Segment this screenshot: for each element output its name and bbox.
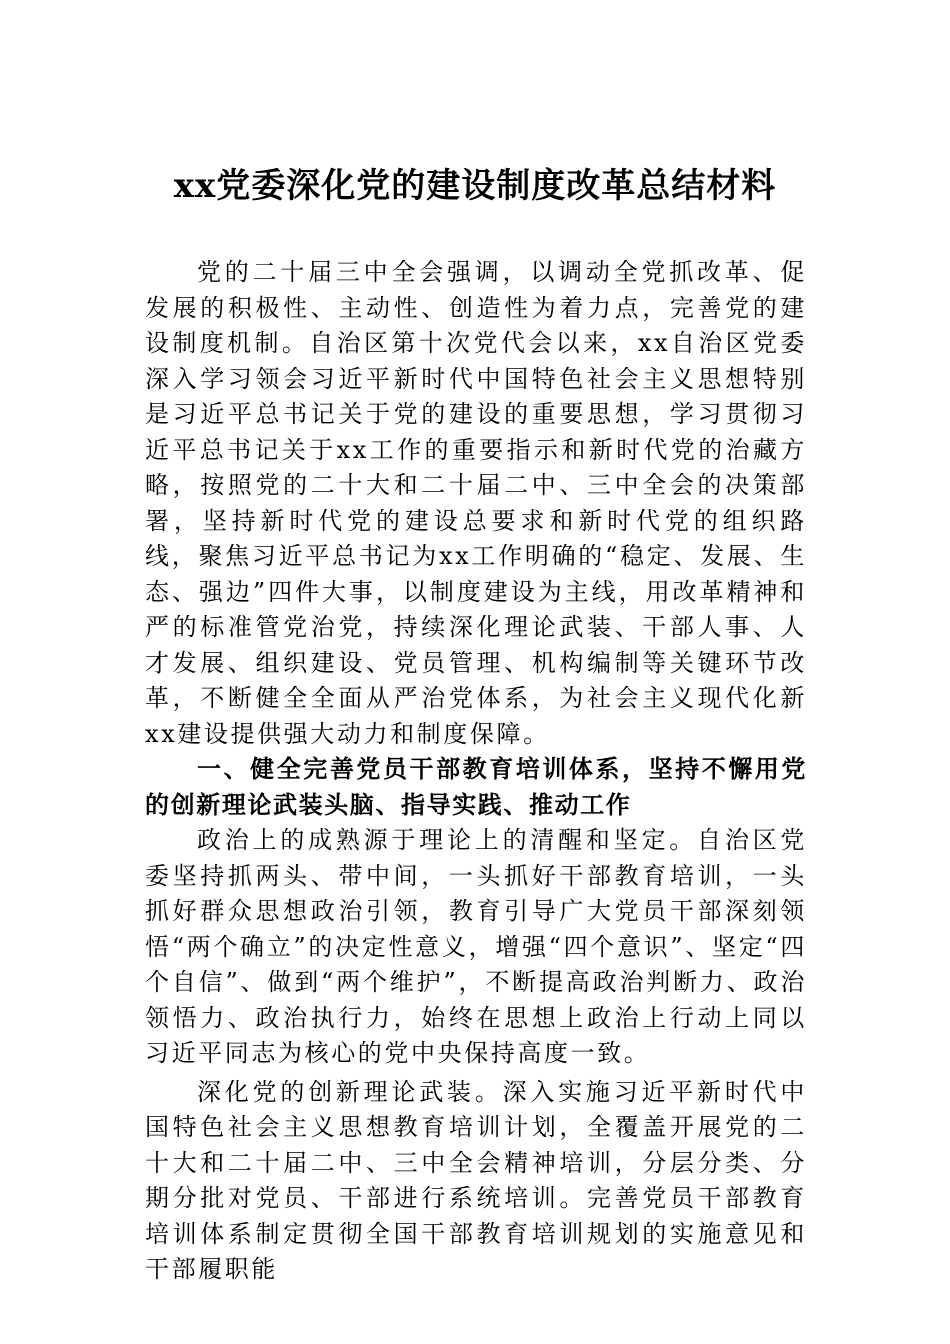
- document-title: xx党委深化党的建设制度改革总结材料: [173, 166, 777, 206]
- section1-paragraph-1: 政治上的成熟源于理论上的清醒和坚定。自治区党委坚持抓两头、带中间，一头抓好干部教育培训，一头抓好群众思想政治引领，教育引导广大党员干部深刻领悟“两个确立”的决定性意义，增强“四个意识”、坚定“四个自信”、做到“两个维护”，不断提高政治判断力、政治领悟力、政治执行力，始终在思想上政治上行动上同以习近平同志为核心的党中央保持高度一致。: [145, 826, 807, 1067]
- document-body: [145, 255, 807, 1288]
- section1-paragraph-2: 深化党的创新理论武装。深入实施习近平新时代中国特色社会主义思想教育培训计划，全覆盖开展党的二十大和二十届二中、三中全会精神培训，分层分类、分期分批对党员、干部进行系统培训。完善党员干部教育培训体系制定贯彻全国干部教育培训规划的实施意见和干部履职能: [145, 1077, 807, 1283]
- section-heading-1: 一、健全完善党员干部教育培训体系，坚持不懈用党的创新理论武装头脑、指导实践、推动工作: [145, 755, 807, 819]
- intro-paragraph: 党的二十届三中全会强调，以调动全党抓改革、促发展的积极性、主动性、创造性为着力点，完善党的建设制度机制。自治区第十次党代会以来，xx自治区党委深入学习领会习近平新时代中国特色社会主义思想特别是习近平总书记关于党的建设的重要思想，学习贯彻习近平总书记关于xx工作的重要指示和新时代党的治藏方略，按照党的二十大和二十届二中、三中全会的决策部署，坚持新时代党的建设总要求和新时代党的组织路线，聚焦习近平总书记为xx工作明确的“稳定、发展、生态、强边”四件大事，以制度建设为主线，用改革精神和严的标准管党治党，持续深化理论武装、干部人事、人才发展、组织建设、党员管理、机构编制等关键环节改革，不断健全全面从严治党体系，为社会主义现代化新xx建设提供强大动力和制度保障。: [145, 258, 807, 748]
